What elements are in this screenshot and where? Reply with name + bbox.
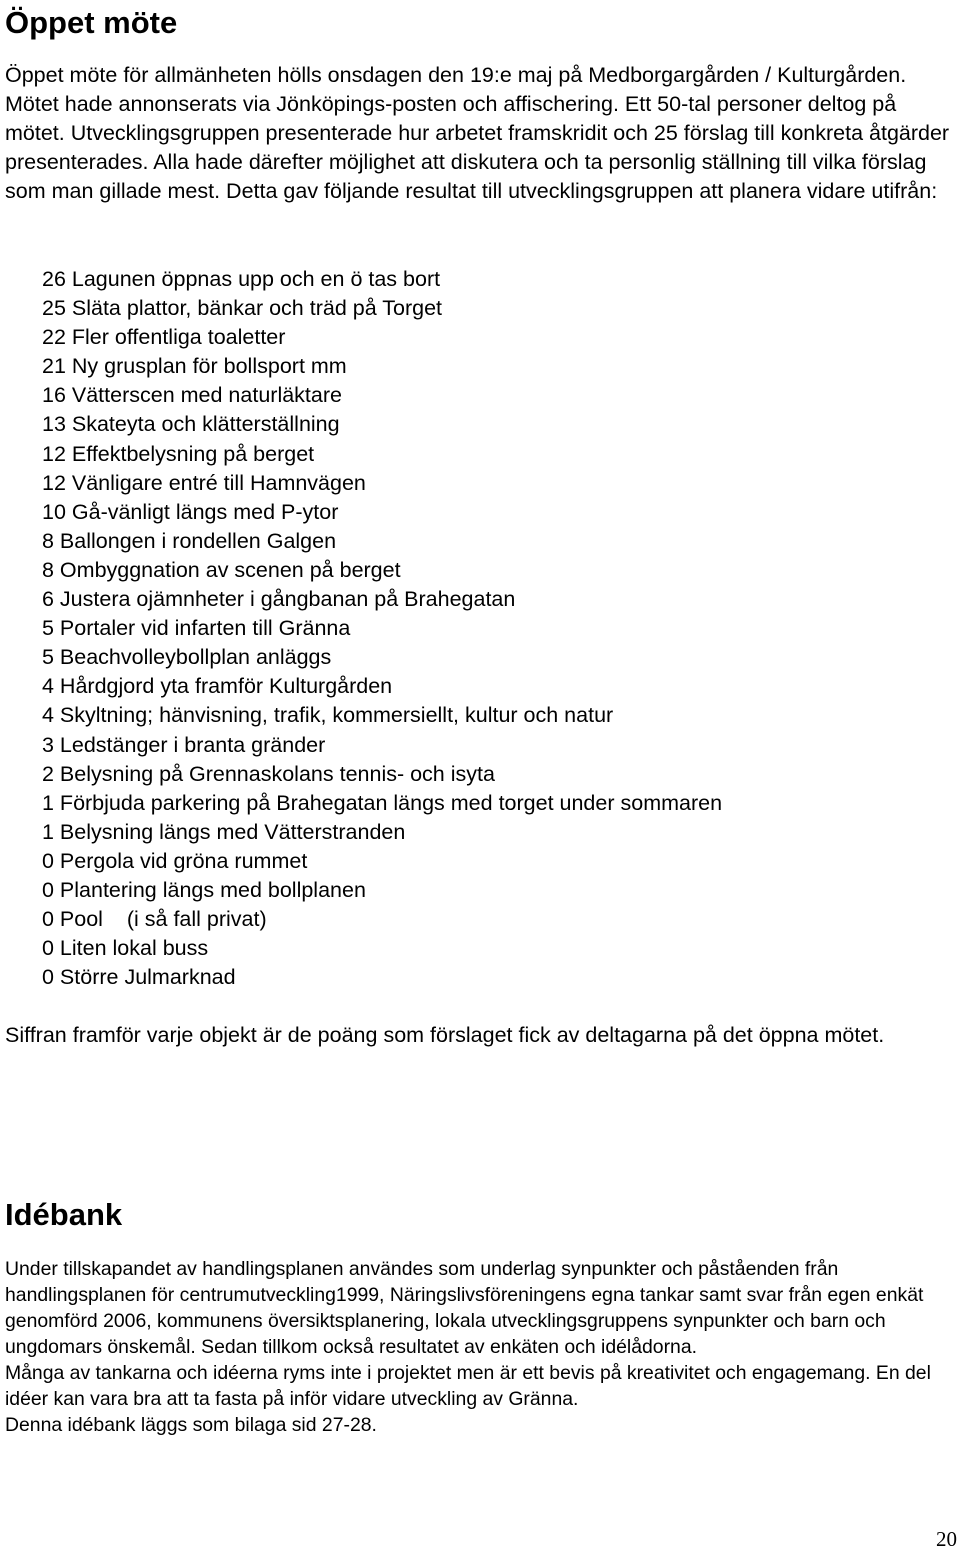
list-item: 5 Portaler vid infarten till Gränna <box>42 616 351 641</box>
list-item: 16 Vätterscen med naturläktare <box>42 383 342 408</box>
list-item: 25 Släta plattor, bänkar och träd på Torget <box>42 296 443 321</box>
list-item: 8 Ombyggnation av scenen på berget <box>42 557 401 582</box>
list-item: 1 Förbjuda parkering på Brahegatan längs med torget under sommaren <box>42 790 723 815</box>
page-number: 20 <box>936 1527 957 1551</box>
idebank-paragraph-1: Under tillskapandet av handlingsplanen användes som underlag synpunkter och påståenden från handlingsplanen för centrumutveckling1999, Näringslivsföreningens egna tankar samt svar från egen enkät genomförd 2006, kommunens översiktsplanering, lokala utvecklingsgruppens synpunkter och barn och ungdomars önskemål. Sedan tillkom också resultatet av enkäten och idélådorna. <box>5 1258 924 1358</box>
list-item: 3 Ledstänger i branta gränder <box>42 732 326 757</box>
list-item: 0 Liten lokal buss <box>42 936 209 961</box>
list-item: 0 Större Julmarknad <box>42 965 236 990</box>
section-heading-oppet-mote: Öppet möte <box>5 5 178 40</box>
list-item: 8 Ballongen i rondellen Galgen <box>42 528 337 553</box>
list-item: 0 Pool (i så fall privat) <box>42 907 267 932</box>
list-item: 0 Plantering längs med bollplanen <box>42 877 366 902</box>
list-item: 26 Lagunen öppnas upp och en ö tas bort <box>42 267 441 291</box>
list-item: 1 Belysning längs med Vätterstranden <box>42 819 406 844</box>
list-item: 10 Gå-vänligt längs med P-ytor <box>42 499 339 524</box>
list-item: 4 Skyltning; hänvisning, trafik, kommersiellt, kultur och natur <box>42 703 614 728</box>
proposal-vote-list <box>42 265 722 992</box>
score-explanation-paragraph: Siffran framför varje objekt är de poäng som förslaget fick av deltagarna på det öppna mötet. <box>5 1023 885 1047</box>
list-item: 21 Ny grusplan för bollsport mm <box>42 354 347 379</box>
list-item: 2 Belysning på Grennaskolans tennis- och isyta <box>42 761 495 786</box>
list-item: 22 Fler offentliga toaletter <box>42 325 286 350</box>
idebank-text <box>5 1256 955 1438</box>
list-item: 4 Hårdgjord yta framför Kulturgården <box>42 674 393 699</box>
idebank-paragraph-3: Denna idébank läggs som bilaga sid 27-28. <box>5 1414 377 1436</box>
list-item: 12 Effektbelysning på berget <box>42 441 315 466</box>
section-heading-idebank: Idébank <box>5 1197 123 1232</box>
intro-paragraph: Öppet möte för allmänheten hölls onsdagen den 19:e maj på Medborgargården / Kulturgården. Mötet hade annonserats via Jönköpings-posten och affischering. Ett 50-tal personer deltog på mötet. Utvecklingsgruppen presenterade hur arbetet framskridit och 25 förslag till konkreta åtgärder presenterades. Alla hade därefter möjlighet att diskutera och ta personlig ställning till vilka förslag som man gillade mest. Detta gav följande resultat till utvecklingsgruppen att planera vidare utifrån: <box>5 63 950 203</box>
list-item: 13 Skateyta och klätterställning <box>42 412 340 437</box>
list-item: 5 Beachvolleybollplan anläggs <box>42 645 332 670</box>
list-item: 6 Justera ojämnheter i gångbanan på Brahegatan <box>42 587 516 612</box>
list-item: 0 Pergola vid gröna rummet <box>42 848 308 873</box>
list-item: 12 Vänligare entré till Hamnvägen <box>42 470 366 495</box>
idebank-paragraph-2: Många av tankarna och idéerna ryms inte i projektet men är ett bevis på kreativitet och engagemang. En del idéer kan vara bra att ta fasta på inför vidare utveckling av Gränna. <box>5 1362 931 1410</box>
